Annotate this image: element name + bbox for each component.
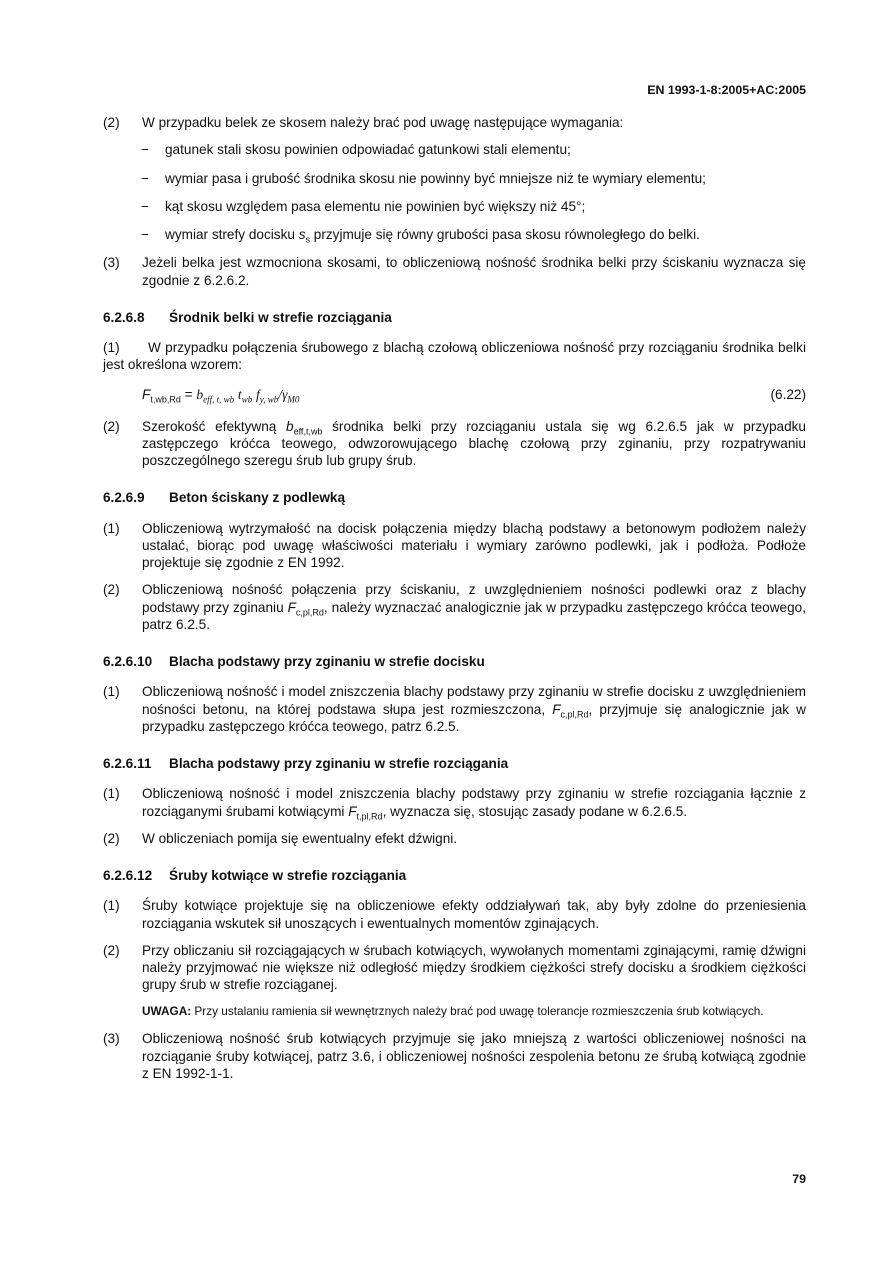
paragraph-text: W obliczeniach pomija się ewentualny efekt dźwigni. bbox=[142, 830, 458, 846]
formula-operator: / bbox=[278, 386, 283, 402]
paragraph-number: (3) bbox=[103, 255, 120, 271]
paragraph-text: Śruby kotwiące projektuje się na obliczeniowe efekty oddziaływań tak, aby były zdolne do przeniesienia rozciągania wskutek sił unoszących i ewentualnych momentów zginających. bbox=[142, 898, 806, 931]
formula-symbol: t bbox=[237, 386, 242, 402]
formula-symbol: γ bbox=[282, 386, 288, 402]
section-title: Beton ściskany z podlewką bbox=[169, 490, 346, 506]
formula-number: (6.22) bbox=[770, 386, 806, 402]
paragraph-text: , wyznacza się, stosując zasady podane w 6.2.6.5. bbox=[382, 803, 688, 819]
formula-operator: = bbox=[180, 386, 197, 402]
paragraph-number: (2) bbox=[103, 115, 120, 130]
paragraph-text: Obliczeniową nośność i model zniszczenia blachy podstawy przy zginaniu w strefie rozciągania łącznie z rozciąganymi śrubami kotwiącymi bbox=[142, 786, 806, 819]
list-item bbox=[103, 198, 806, 215]
paragraph-text: W przypadku belek ze skosem należy brać pod uwagę następujące wymagania: bbox=[142, 115, 624, 130]
paragraph-2-prying bbox=[103, 830, 806, 847]
section-title: Blacha podstawy przy zginaniu w strefie docisku bbox=[169, 654, 485, 669]
paragraph-text: Obliczeniową wytrzymałość na docisk połączenia między blachą podstawy a betonowym podłożem należy ustalać, biorąc pod uwagę właściwości materiału i wymiary zarówno podlewki, jak i podłoża. Podłoże projektuje się zgodnie z EN 1992. bbox=[142, 520, 806, 570]
paragraph-number: (1) bbox=[103, 520, 120, 536]
paragraph-number: (3) bbox=[103, 1031, 120, 1047]
section-number: 6.2.6.10 bbox=[103, 654, 153, 669]
note-text: Przy ustalaniu ramienia sił wewnętrznych należy brać pod uwagę tolerancje rozmieszczenia śrub kotwiących. bbox=[191, 1003, 764, 1018]
paragraph-1-grout bbox=[103, 520, 806, 572]
symbol: b bbox=[286, 418, 294, 434]
symbol: F bbox=[552, 701, 561, 717]
paragraph-number: (2) bbox=[103, 942, 120, 958]
formula-subscript: M0 bbox=[287, 394, 300, 405]
paragraph-text: Obliczeniową nośność śrub kotwiących przyjmuje się jako mniejszą z wartości obliczeniowej nośności na rozciąganie śruby kotwiącej, patrz 3.6, i obliczeniowej nośności zespolenia betonu ze śrubą kotwiącą zgodnie z EN 1992-1-1. bbox=[142, 1031, 806, 1081]
paragraph-text: Obliczeniową nośność połączenia przy ściskaniu, z uwzględnieniem nośności podlewki oraz z blachy podstawy przy zginaniu bbox=[142, 582, 806, 615]
formula-6-22 bbox=[103, 386, 806, 406]
section-number: 6.2.6.8 bbox=[103, 309, 145, 325]
note-label: UWAGA: bbox=[142, 1003, 192, 1018]
symbol-subscript: c,pl,Rd bbox=[295, 607, 324, 618]
symbol-subscript: t,pl,Rd bbox=[356, 811, 383, 822]
list-item-text: wymiar strefy docisku bbox=[165, 227, 299, 242]
paragraph-1-web-tension bbox=[103, 339, 806, 374]
note bbox=[142, 1004, 806, 1019]
paragraph-3-anchor-resistance bbox=[103, 1030, 806, 1082]
paragraph-3-haunch bbox=[103, 254, 806, 289]
symbol-subscript: eff,t,wb bbox=[293, 426, 323, 437]
paragraph-text: Szerokość efektywną bbox=[142, 418, 287, 434]
formula-subscript: y, wb bbox=[259, 394, 279, 405]
symbol: s bbox=[298, 227, 306, 242]
section-title: Śruby kotwiące w strefie rozciągania bbox=[169, 868, 407, 883]
list-item-text: kąt skosu względem pasa elementu nie powinien być większy niż 45°; bbox=[165, 198, 586, 214]
paragraph-text: Jeżeli belka jest wzmocniona skosami, to obliczeniową nośność środnika belki przy ściskaniu wyznacza się zgodnie z 6.2.6.2. bbox=[142, 255, 806, 288]
section-title: Środnik belki w strefie rozciągania bbox=[169, 309, 392, 325]
formula-expression bbox=[142, 386, 300, 405]
paragraph-1-base-plate-tension bbox=[103, 785, 806, 820]
formula-subscript: t,wb,Rd bbox=[150, 394, 181, 405]
section-heading-6-2-6-10 bbox=[103, 653, 806, 670]
paragraph-number: (1) bbox=[103, 786, 120, 802]
paragraph-2-haunch bbox=[103, 114, 806, 131]
paragraph-1-base-plate-compression bbox=[103, 683, 806, 735]
paragraph-number: (1) bbox=[103, 898, 120, 914]
symbol: F bbox=[287, 599, 296, 615]
paragraph-2-effective-width bbox=[103, 418, 806, 470]
list-item-text: gatunek stali skosu powinien odpowiadać gatunkowi stali elementu; bbox=[165, 142, 571, 158]
page-number: 79 bbox=[792, 1172, 806, 1186]
paragraph-2-grout bbox=[103, 581, 806, 633]
paragraph-text: środnika belki przy rozciąganiu ustala się wg 6.2.6.5 jak w przypadku zastępczego króćca teowego, odwzorowującego blachę czołową przy zginaniu, przy rozpatrywaniu poszczególnego szeregu śrub lub grupy śrub. bbox=[142, 418, 806, 468]
dash-bullet: − bbox=[141, 142, 149, 158]
section-heading-6-2-6-12 bbox=[103, 867, 806, 884]
paragraph-text: , przyjmuje się analogicznie jak w przypadku zastępczego króćca teowego, patrz 6.2.5. bbox=[142, 701, 806, 734]
dash-bullet: − bbox=[141, 198, 149, 214]
dash-bullet: − bbox=[141, 170, 149, 186]
list-item bbox=[103, 170, 806, 187]
list-item-text: przyjmuje się równy grubości pasa skosu równoległego do belki. bbox=[310, 227, 700, 242]
standard-header: EN 1993-1-8:2005+AC:2005 bbox=[647, 83, 806, 97]
formula-subscript: eff, t, wb bbox=[203, 394, 235, 405]
section-number: 6.2.6.12 bbox=[103, 868, 153, 883]
paragraph-text: Przy obliczaniu sił rozciągających w śrubach kotwiących, wywołanych momentami zginającymi, ramię dźwigni należy przyjmować nie większe niż odległość między środkiem ciężkości strefy docisku a środkiem ciężkości grupy śrub w strefie rozciąganej. bbox=[142, 942, 806, 993]
formula-symbol: F bbox=[142, 386, 151, 402]
list-item bbox=[103, 226, 806, 243]
paragraph-2-lever-arm bbox=[103, 942, 806, 994]
paragraph-text: Obliczeniową nośność i model zniszczenia blachy podstawy przy zginaniu w strefie docisku z uwzględnieniem nośności betonu, na której podstawa słupa jest rozmieszczona, bbox=[142, 684, 806, 717]
section-heading-6-2-6-8 bbox=[103, 309, 806, 326]
symbol-subscript: c,pl,Rd bbox=[560, 709, 589, 720]
section-number: 6.2.6.9 bbox=[103, 490, 145, 506]
formula-symbol: b bbox=[196, 386, 204, 402]
section-title: Blacha podstawy przy zginaniu w strefie rozciągania bbox=[169, 756, 509, 771]
paragraph-number: (2) bbox=[103, 418, 120, 434]
page-content bbox=[103, 114, 806, 1092]
list-item bbox=[103, 141, 806, 158]
paragraph-number: (2) bbox=[103, 582, 120, 598]
section-heading-6-2-6-9 bbox=[103, 489, 806, 506]
formula-symbol: f bbox=[255, 386, 260, 402]
paragraph-text: , należy wyznaczać analogicznie jak w przypadku zastępczego króćca teowego, patrz 6.2.5. bbox=[142, 599, 807, 632]
section-heading-6-2-6-11 bbox=[103, 755, 806, 772]
section-number: 6.2.6.11 bbox=[103, 756, 152, 771]
paragraph-number: (1) bbox=[103, 684, 120, 700]
list-item-text: wymiar pasa i grubość środnika skosu nie powinny być mniejsze niż te wymiary elementu; bbox=[165, 170, 706, 186]
paragraph-1-anchor-bolts bbox=[103, 897, 806, 932]
paragraph-number: (2) bbox=[103, 830, 120, 846]
formula-subscript: wb bbox=[241, 394, 253, 405]
symbol-subscript: s bbox=[305, 234, 310, 245]
paragraph-text: W przypadku połączenia śrubowego z blachą czołową obliczeniowa nośność przy rozciąganiu środnika belki jest określona wzorem: bbox=[103, 340, 806, 373]
symbol: F bbox=[348, 803, 357, 819]
paragraph-number: (1) bbox=[103, 340, 120, 355]
dash-bullet: − bbox=[141, 227, 149, 242]
